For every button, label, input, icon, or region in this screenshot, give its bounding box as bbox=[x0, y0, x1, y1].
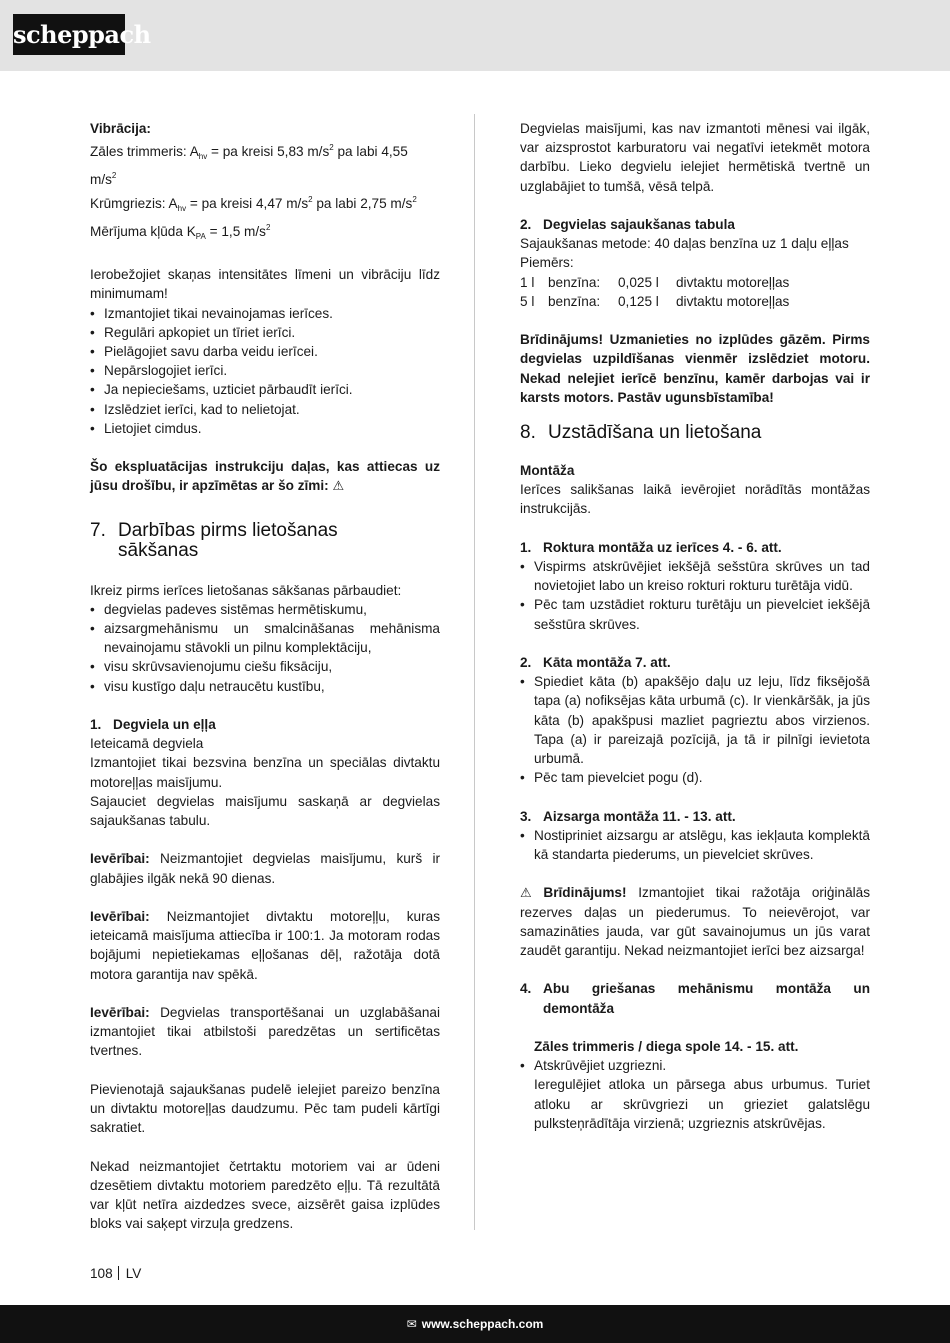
website-link[interactable]: www.scheppach.com bbox=[421, 1317, 544, 1331]
fuel-recommended: Ieteicamā degviela bbox=[90, 736, 204, 752]
note-2: Ievērībai: Neizmantojiet divtaktu motoreļļu, kuras ieteicamā maisījuma attiecība ir 100:1. Ja motoram rodas bojājumi nepietiekamas eļļošanas dēļ, ražotāja dotā motora garantija nav spēkā. bbox=[90, 909, 440, 982]
guard-block bbox=[520, 807, 870, 865]
list-item: • Izmantojiet tikai nevainojamas ierīces. bbox=[90, 304, 440, 323]
vibration-trimmer: Zāles trimmeris: $A_{hv}$ = pa kreisi 5,83 $m/s^2$ pa labi 4,55 bbox=[90, 143, 408, 162]
fuel-store-text: Degvielas maisījumi, kas nav izmantoti mēnesi vai ilgāk, var aizsprostot karburatoru vai negatīvi ietekmēt motora darbību. Lieko degvielu ielejiet hermētiskā tvertnē un uzglabājiet to tumšā, vēsā telpā. bbox=[520, 121, 870, 194]
handle-block bbox=[520, 538, 870, 634]
limit-block bbox=[90, 265, 440, 438]
list-item: • degvielas padeves sistēmas hermētiskumu, bbox=[90, 600, 440, 619]
note-1: Ievērībai: Neizmantojiet degvielas maisījumu, kurš ir glabājies ilgāk nekā 90 dienas. bbox=[90, 851, 440, 886]
header-bar bbox=[0, 0, 950, 71]
mix-table-block bbox=[520, 215, 870, 311]
footer-separator bbox=[118, 1266, 119, 1280]
mechanism-heading: 4. Abu griešanas mehānismu montāža un demontāža bbox=[520, 981, 870, 1016]
guard-heading: 3. Aizsarga montāža 11. - 13. att. bbox=[520, 808, 736, 824]
right-column bbox=[520, 119, 870, 1152]
section-8-heading: 8. Uzstādīšana un lietošana bbox=[520, 422, 762, 444]
page-language: LV bbox=[125, 1266, 142, 1281]
list-item: • Regulāri apkopiet un tīriet ierīci. bbox=[90, 323, 440, 342]
list-item: • visu kustīgo daļu netraucētu kustību, bbox=[90, 677, 440, 696]
list-item: • Pēc tam pievelciet pogu (d). bbox=[520, 768, 870, 787]
list-item: • Nostipriniet aizsargu ar atslēgu, kas iekļauta komplektā kā standarta piederums, un pievelciet skrūves. bbox=[520, 826, 870, 864]
warning-triangle-icon: ⚠ bbox=[332, 478, 345, 494]
mix-method: Sajaukšanas metode: 40 daļas benzīna uz 1 daļu eļļas bbox=[520, 236, 849, 252]
never-text: Nekad neizmantojiet četrtaktu motoriem vai ar ūdeni dzesētiem divtaktu motoriem paredzēto eļļu. Tā rezultātā var kļūt netīra aizdedzes svece, aizsērēt gaisa izplūdes bloks vai saķept virzuļa gredzens. bbox=[90, 1158, 440, 1232]
handle-list bbox=[520, 557, 870, 634]
example-row: 5 l benzīna: 0,125 l divtaktu motoreļļas bbox=[520, 293, 790, 309]
handle-heading: 1. Roktura montāža uz ierīces 4. - 6. att. bbox=[520, 539, 782, 555]
bottom-bar bbox=[0, 1305, 950, 1343]
vibration-brushcutter: Krūmgriezis: $A_{hv}$ = pa kreisi 4,47 $m/s^2$ pa labi 2,75 $m/s^2$ bbox=[90, 194, 417, 213]
shaft-heading: 2. Kāta montāža 7. att. bbox=[520, 655, 671, 671]
parts-warning: ⚠ Brīdinājums! Izmantojiet tikai ražotāja oriģinālās rezerves daļas un piederumus. To neievērojot, var samazināties jauda, var gūt savainojumus un jūs varat zaudēt garantiju. Nekad neizmantojiet ierīci bez aizsarga! bbox=[520, 885, 870, 959]
exhaust-warning: Brīdinājums! Uzmanieties no izplūdes gāzēm. Pirms degvielas uzpildīšanas vienmēr izslēdziet motoru. Nekad nelejiet ierīcē benzīnu, kamēr darbojas vai ir karsts motors. Pastāv ugunsbīstamība! bbox=[520, 332, 870, 405]
example-row: 1 l benzīna: 0,025 l divtaktu motoreļļas bbox=[520, 274, 790, 290]
bottle-text: Pievienotajā sajaukšanas pudelē ielejiet pareizo benzīna un divtaktu motoreļļas daudzumu. Pēc tam pudeli kārtīgi sakratiet. bbox=[90, 1081, 440, 1136]
vibration-title: Vibrācija: bbox=[90, 121, 151, 136]
list-item: • Lietojiet cimdus. bbox=[90, 419, 440, 438]
shaft-block bbox=[520, 653, 870, 787]
website-icon: ✉ bbox=[406, 1317, 417, 1331]
list-item: • aizsargmehānismu un smalcināšanas mehānisma nevainojamu stāvokli un pilnu komplektāciju, bbox=[90, 619, 440, 657]
guard-list bbox=[520, 826, 870, 864]
list-item: • Pielāgojiet savu darba veidu ierīcei. bbox=[90, 342, 440, 361]
vibration-uncertainty: Mērījuma kļūda $K_{PA} = 1,5$ $m/s^2$ bbox=[90, 222, 271, 241]
fuel-block bbox=[90, 715, 440, 830]
limit-text: Ierobežojiet skaņas intensitātes līmeni un vibrāciju līdz minimumam! bbox=[90, 267, 440, 302]
mix-table-heading: 2. Degvielas sajaukšanas tabula bbox=[520, 217, 735, 232]
list-item: • visu skrūvsavienojumu ciešu fiksāciju, bbox=[90, 657, 440, 676]
assembly-block bbox=[520, 461, 870, 519]
page-number: 108 bbox=[90, 1266, 113, 1281]
scheppach-logo: scheppach bbox=[13, 14, 125, 55]
assembly-text: Ierīces salikšanas laikā ievērojiet norādītās montāžas instrukcijās. bbox=[520, 482, 870, 517]
fuel-use: Izmantojiet tikai bezsvina benzīna un speciālas divtaktu motoreļļas maisījumu. bbox=[90, 755, 440, 790]
column-divider bbox=[474, 114, 475, 1230]
warning-triangle-icon: ⚠ bbox=[520, 885, 532, 901]
mechanism-block bbox=[520, 979, 870, 1017]
list-item: • Atskrūvējiet uzgriezni. bbox=[520, 1056, 870, 1075]
assembly-title: Montāža bbox=[520, 463, 575, 479]
list-item: • Spiediet kāta (b) apakšējo daļu uz leju, līdz fiksējošā tapa (a) nofiksējas kāta urbumā (c). Ir vienkāršāk, ja jūs kāta (b) apakšpusi mazliet pagrieztu abos virzienos. Tapa (a) ir pareizajā pozīcijā, ja tā ir pilnīgi ievietota urbumā. bbox=[520, 672, 870, 768]
safety-note: Šo ekspluatācijas instrukciju daļas, kas attiecas uz jūsu drošību, ir apzīmētas ar šo zīmi: ⚠ bbox=[90, 457, 440, 495]
trimmer-list bbox=[520, 1056, 870, 1075]
page-footer bbox=[90, 1265, 141, 1283]
vibration-trimmer-unit: $m/s^2$ bbox=[90, 171, 117, 188]
fuel-heading: 1. Degviela un eļļa bbox=[90, 717, 216, 733]
vibration-block bbox=[90, 119, 440, 246]
trimmer-continuation: Ieregulējiet atloka un pārsega abus urbumus. Turiet atloku ar skrūvgriezi un grieziet galatslēgu pulksteņrādītāja virzienā; uzgrieznis atskrūvējas. bbox=[534, 1077, 870, 1131]
trimmer-heading: Zāles trimmeris / diega spole 14. - 15. att. bbox=[534, 1039, 799, 1055]
trimmer-block bbox=[520, 1037, 870, 1133]
check-block bbox=[90, 581, 440, 696]
list-item: • Vispirms atskrūvējiet iekšējā sešstūra skrūves un tad novietojiet labo un kreiso rokturi rokturu turētāja vidū. bbox=[520, 557, 870, 595]
list-item: • Pēc tam uzstādiet rokturu turētāju un pievelciet iekšējā sešstūra skrūves. bbox=[520, 595, 870, 633]
check-list bbox=[90, 600, 440, 696]
shaft-list bbox=[520, 672, 870, 787]
left-column bbox=[90, 119, 440, 1253]
check-intro: Ikreiz pirms ierīces lietošanas sākšanas pārbaudiet: bbox=[90, 582, 402, 598]
section-7-heading: 7. Darbības pirms lietošanas sākšanas bbox=[90, 519, 338, 561]
list-item: • Nepārslogojiet ierīci. bbox=[90, 361, 440, 380]
fuel-mix: Sajauciet degvielas maisījumu saskaņā ar degvielas sajaukšanas tabulu. bbox=[90, 793, 440, 829]
note-3: Ievērībai: Degvielas transportēšanai un uzglabāšanai izmantojiet tikai atbilstoši paredzētas un sertificētas tvertnes. bbox=[90, 1005, 440, 1059]
list-item: • Ja nepieciešams, uzticiet pārbaudīt ierīci. bbox=[90, 380, 440, 399]
list-item: • Izslēdziet ierīci, kad to nelietojat. bbox=[90, 400, 440, 419]
limit-list bbox=[90, 304, 440, 438]
example-label: Piemērs: bbox=[520, 255, 574, 271]
